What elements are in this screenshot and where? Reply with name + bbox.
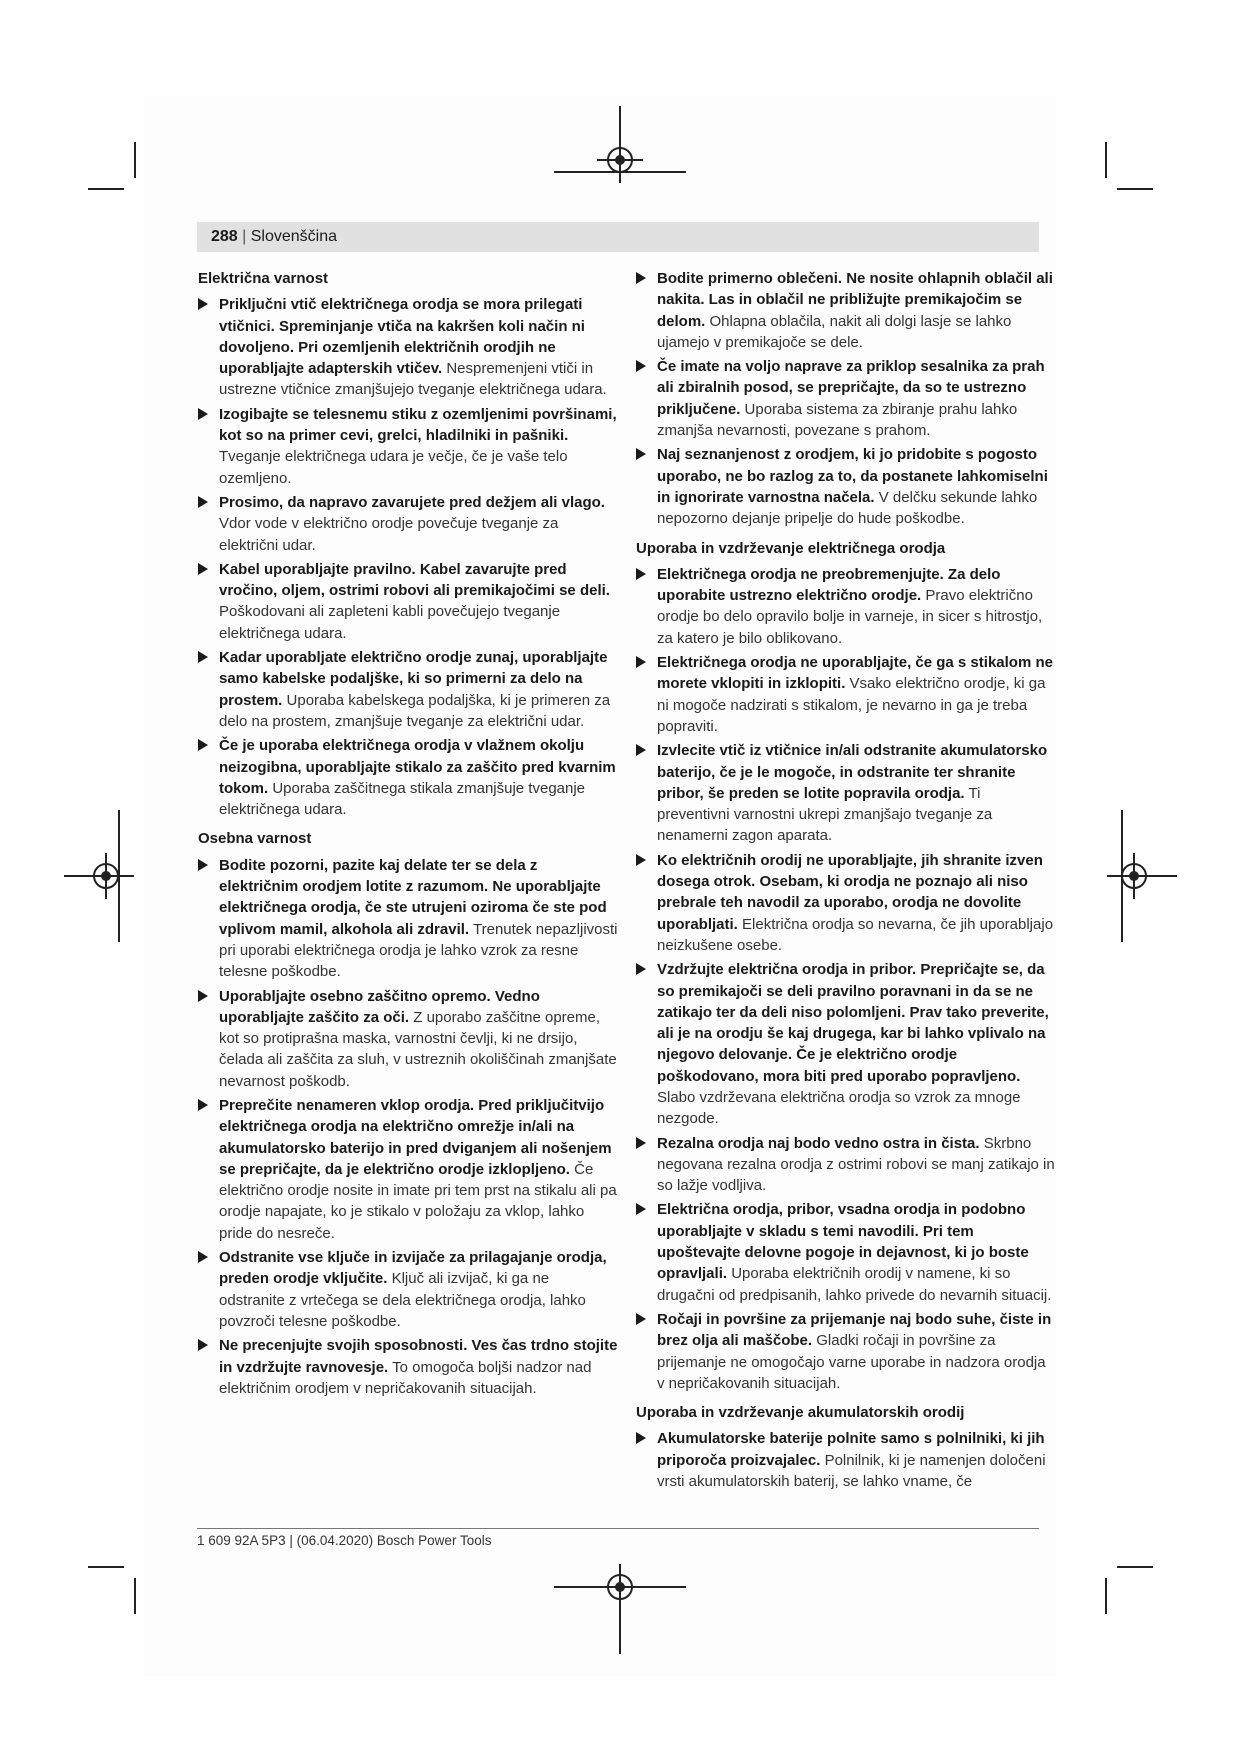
list-item [636,959,1056,1129]
bullet-arrow-icon [636,360,646,372]
crop-mark [88,1566,124,1568]
item-text: Trenutek nepazljivosti pri uporabi električnega orodja je lahko vzrok za resne telesne poškodbe. [219,920,618,981]
crop-mark [1117,188,1153,190]
crop-mark [134,1578,136,1614]
item-bold: Prosimo, da napravo zavarujete pred dežjem ali vlago. [219,493,605,511]
item-bold: Ročaji in površine za prijemanje naj bodo suhe, čiste in brez olja ali maščobe. [657,1310,1052,1350]
section-title: Uporaba in vzdrževanje akumulatorskih orodij [636,1404,965,1422]
item-bold: Rezalna orodja naj bodo vedno ostra in čista. [657,1134,980,1152]
item-bold: Bodite pozorni, pazite kaj delate ter se dela z električnim orodjem lotite z razumom. Ne uporabljajte električnega orodja, če ste utrujeni oziroma če ste pod vplivom mamil, alkohola ali zdravil. [219,856,607,938]
item-text: Nespremenjeni vtiči in ustrezne vtičnice zmanjšujejo tveganje električnega udara. [219,360,607,399]
item-text: Z uporabo zaščitne opreme, kot so protiprašna maska, varnostni čevlji, ki ne drsijo, čelada ali zaščita za sluh, v ustreznih okoliščinah zmanjšate nevarnost poškodb. [219,1008,617,1090]
bullet-arrow-icon [198,408,208,420]
item-bold: Električna orodja, pribor, vsadna orodja in podobno uporabljajte v skladu s temi navodili. Pri tem upoštevajte delovne pogoje in dejavnost, ki jo boste opravljali. [657,1201,1029,1283]
item-bold: Električnega orodja ne preobremenjujte. Za delo uporabite ustrezno električno orodje. [657,565,1001,605]
item-text: Skrbno negovana rezalna orodja z ostrimi robovi se manj zatikajo in so lažje vodljiva. [657,1134,1055,1195]
item-bold: Če je uporaba električnega orodja v vlažnem okolju neizogibna, uporabljajte stikalo za zaščito pred kvarnim tokom. [219,737,616,797]
bullet-arrow-icon [636,1203,646,1215]
item-text: Če električno orodje nosite in imate pri tem prst na stikalu ali pa orodje napajate, ko je stikalo v položaju za vklop, lahko pride do nesreče. [219,1160,617,1242]
bullet-arrow-icon [198,1339,208,1351]
bullet-arrow-icon [198,1099,208,1111]
item-bold: Odstranite vse ključe in izvijače za prilagajanje orodja, preden orodje vključite. [219,1249,607,1288]
bullet-arrow-icon [636,656,646,668]
item-bold: Vzdržujte električna orodja in pribor. Prepričajte se, da so premikajoči se deli pravilno poravnani in da se ne zatikajo ter da deli niso polomljeni. Prav tako preverite, ali je na orodju še kaj drugega, kar bi lahko vplivalo na njegovo delovanje. Če je električno orodje poškodovano, mora biti pred uporabo popravljeno. [657,961,1049,1085]
item-bold: Če imate na voljo naprave za priklop sesalnika za prah ali zbiralnih posod, se prepričajte, da so te ustrezno priključene. [657,358,1045,418]
item-bold: Bodite primerno oblečeni. Ne nosite ohlapnih oblačil ali nakita. Las in oblačil ne približujte premikajočim se delom. [657,270,1053,330]
header-separator: | [237,228,251,245]
crop-mark [1117,1566,1153,1568]
bullet-arrow-icon [636,744,646,756]
list-item [198,492,618,556]
list-item [198,647,618,732]
bullet-arrow-icon [198,651,208,663]
bullet-arrow-icon [636,963,646,975]
list-item [198,559,618,644]
list-item [198,1095,618,1244]
item-text: Pravo električno orodje bo delo opravilo bolje in varneje, in sicer s hitrostjo, za katero je bilo oblikovano. [657,587,1043,647]
list-item [636,268,1056,353]
bullet-arrow-icon [636,568,646,580]
bullet-arrow-icon [198,496,208,508]
list-item [636,652,1056,737]
item-text: Tveganje električnega udara je večje, če je vaše telo ozemljeno. [219,448,568,487]
crop-mark [1105,142,1107,178]
list-item [636,740,1056,846]
bullet-arrow-icon [198,859,208,871]
list-item [636,850,1056,956]
crop-mark [134,142,136,178]
item-bold: Uporabljajte osebno zaščitno opremo. Vedno uporabljajte zaščito za oči. [219,987,540,1026]
list-item [636,1428,1056,1492]
list-item [198,1335,618,1399]
registration-mark-icon [607,147,633,173]
list-item [198,735,618,820]
list-item [198,855,618,983]
bullet-arrow-icon [198,739,208,751]
page-header [197,222,1039,252]
item-bold: Kabel uporabljajte pravilno. Kabel zavarujte pred vročino, oljem, ostrimi robovi ali premikajočimi se deli. [219,560,610,600]
list-item [636,444,1056,529]
item-text: Polnilnik, ki je namenjen določeni vrsti akumulatorskih baterij, se lahko vname, če [657,1451,1046,1491]
bullet-arrow-icon [636,1432,646,1444]
item-bold: Izvlecite vtič iz vtičnice in/ali odstranite akumulatorsko baterijo, če je le mogoče, in odstranite ter shranite pribor, še preden se lotite popravila orodja. [657,742,1048,802]
section-title: Uporaba in vzdrževanje električnega orodja [636,539,946,557]
list-item [198,294,618,400]
bullet-arrow-icon [636,854,646,866]
item-text: Ohlapna oblačila, nakit ali dolgi lasje se lahko ujamejo v premikajoče se dele. [657,312,1012,351]
bullet-arrow-icon [636,272,646,284]
footer-rule [197,1528,1039,1529]
crop-mark [88,188,124,190]
bullet-arrow-icon [636,448,646,460]
bullet-arrow-icon [198,563,208,575]
item-text: Uporaba sistema za zbiranje prahu lahko zmanjša nevarnosti, povezane s prahom. [657,400,1018,440]
list-item [636,1309,1056,1394]
item-text: To omogoča boljši nadzor nad električnim orodjem v nepričakovanih situacijah. [219,1358,592,1397]
bullet-arrow-icon [636,1137,646,1149]
list-item [198,986,618,1092]
item-text: Uporaba zaščitnega stikala zmanjšuje tveganje električnega udara. [219,779,586,819]
item-text: Ti preventivni varnostni ukrepi zmanjšajo tveganje za nenamerni zagon aparata. [657,784,993,845]
page-number: 288 [211,228,238,245]
bullet-arrow-icon [198,1251,208,1263]
item-text: Ključ ali izvijač, ki ga ne odstranite z vrtečega se dela električnega orodja, lahko povzroči telesne poškodbe. [219,1270,586,1330]
item-bold: Ne precenjujte svojih sposobnosti. Ves čas trdno stojite in vzdržujte ravnovesje. [219,1337,618,1376]
header-language: Slovenščina [250,228,338,245]
bullet-arrow-icon [198,990,208,1002]
list-item [636,1133,1056,1197]
list-item [636,356,1056,441]
registration-mark-icon [607,1574,633,1600]
item-text: Uporaba električnih orodij v namene, ki so drugačni od predpisanih, lahko privede do nevarnih situacij. [657,1265,1052,1304]
item-bold: Preprečite nenameren vklop orodja. Pred priključitvijo električnega orodja na električno omrežje in/ali na akumulatorsko baterijo in pred dviganjem ali nošenjem se prepričajte, da je električno orodje izklopljeno. [219,1096,612,1178]
registration-mark-icon [93,863,119,889]
list-item [198,1247,618,1332]
item-text: Slabo vzdrževana električna orodja so vzrok za mnoge nezgode. [657,1088,1021,1128]
item-bold: Kadar uporabljate električno orodje zunaj, uporabljajte samo kabelske podaljške, ki so primerni za delo na prostem. [219,649,608,709]
item-text: Vdor vode v električno orodje povečuje tveganje za električni udar. [219,515,559,554]
item-text: Uporaba kabelskega podaljška, ki je primeren za delo na prostem, zmanjšuje tveganje za električni udar. [219,691,611,730]
item-text: Vsako električno orodje, ki ga ni mogoče nadzirati s stikalom, je nevarno in ga je treba popraviti. [657,675,1046,735]
item-text: Poškodovani ali zapleteni kabli povečujejo tveganje električnega udara. [219,603,561,642]
left-column [198,268,618,1402]
right-column [636,268,1056,1495]
item-bold: Naj seznanjenost z orodjem, ki jo pridobite s pogosto uporabo, ne bo razlog za to, da postanete lahkomiselni in ignorirate varnostna načela. [657,446,1048,506]
crop-mark [1105,1578,1107,1614]
item-bold: Akumulatorske baterije polnite samo s polnilniki, ki jih priporoča proizvajalec. [657,1430,1045,1469]
bullet-arrow-icon [198,298,208,310]
item-bold: Ko električnih orodij ne uporabljajte, jih shranite izven dosega otrok. Osebam, ki orodja ne poznajo ali niso prebrale teh navodil za uporabo, orodja ne dovolite uporabljati. [657,851,1043,933]
item-text: Gladki ročaji in površine za prijemanje ne omogočajo varne uporabe in nadzora orodja v nepričakovanih situacijah. [657,1332,1046,1392]
item-text: Električna orodja so nevarna, če jih uporabljajo neizkušene osebe. [657,915,1054,954]
bullet-arrow-icon [636,1313,646,1325]
item-bold: Električnega orodja ne uporabljajte, če ga s stikalom ne morete vklopiti in izklopiti. [657,654,1053,693]
item-bold: Priključni vtič električnega orodja se mora prilegati vtičnici. Spreminjanje vtiča na kakršen koli način ni dovoljeno. Pri ozemljenih električnih orodjih ne uporabljajte adapterskih vtičev. [219,296,585,378]
registration-mark-icon [1121,863,1147,889]
page-footer: 1 609 92A 5P3 | (06.04.2020) Bosch Power Tools [197,1533,492,1548]
section-title: Električna varnost [198,270,329,287]
list-item [636,564,1056,649]
section-title: Osebna varnost [198,830,312,848]
list-item [636,1199,1056,1305]
item-bold: Izogibajte se telesnemu stiku z ozemljenimi površinami, kot so na primer cevi, grelci, hladilniki in pašniki. [219,405,617,445]
item-text: V delčku sekunde lahko nepozorno dejanje pripelje do hude poškodbe. [657,488,1038,528]
list-item [198,404,618,489]
